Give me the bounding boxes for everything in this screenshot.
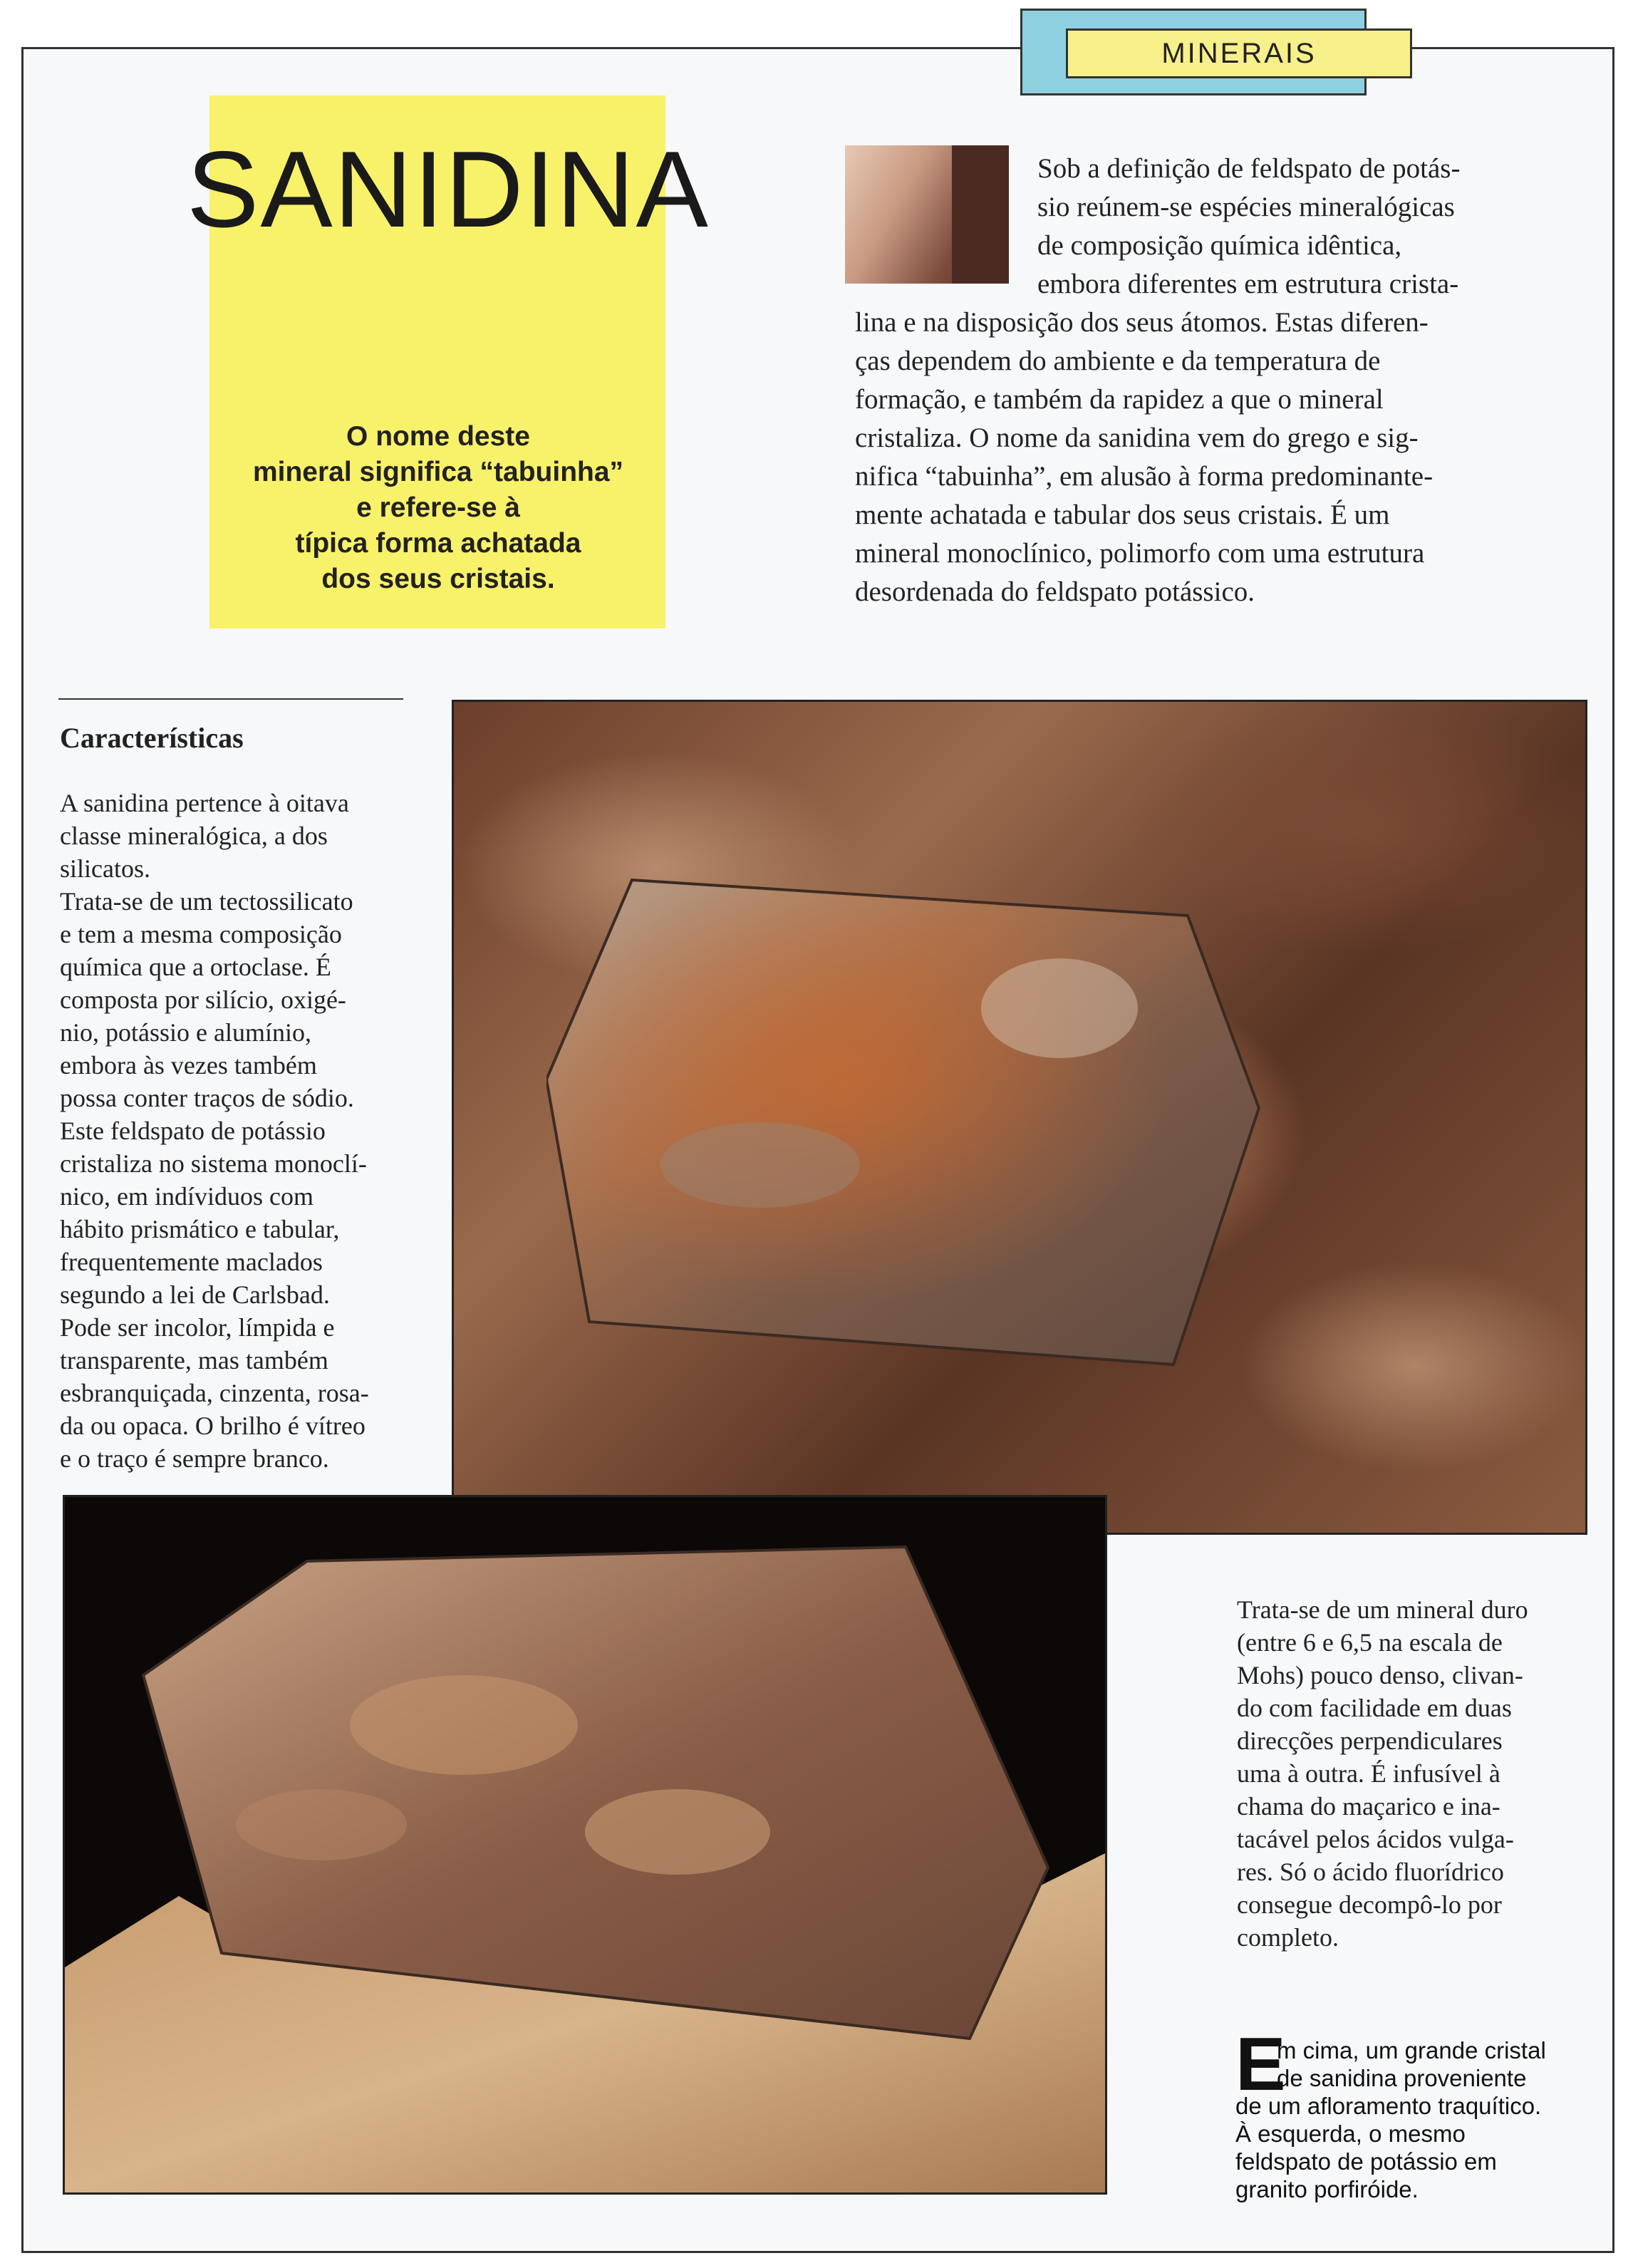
hardness-line: res. Só o ácido fluorídrico [1237,1858,1504,1886]
characteristics-line: segundo a lei de Carlsbad. [60,1280,330,1309]
caption-line: À esquerda, o mesmo [1235,2121,1466,2147]
intro-line: desordenada do feldspato potássico. [855,576,1255,607]
intro-line: lina e na disposição dos seus átomos. Estas diferen- [855,307,1429,338]
tagline-line: O nome deste [346,421,530,452]
intro-line: cristaliza. O nome da sanidina vem do grego e sig- [855,423,1419,453]
characteristics-line: Trata-se de um tectossilicato [60,887,353,916]
characteristics-line: Este feldspato de potássio [60,1117,326,1145]
intro-paragraph [855,150,1589,611]
characteristics-line: A sanidina pertence à oitava [60,789,349,817]
intro-line: nifica “tabuinha”, em alusão à forma predominante- [855,461,1434,492]
characteristics-line: da ou opaca. O brilho é vítreo [60,1412,366,1440]
section-tab: MINERAIS [1066,29,1412,78]
intro-line: sio reúnem-se espécies mineralógicas [1037,192,1455,222]
hardness-paragraph [1237,1593,1586,1954]
characteristics-line: silicatos. [60,854,150,883]
intro-line: ças dependem do ambiente e da temperatura de [855,346,1381,376]
characteristics-line: nico, em indíviduos com [60,1182,313,1211]
tagline-line: típica forma achatada [295,528,581,559]
photo-caption [1235,2022,1620,2203]
caption-line: de sanidina proveniente [1277,2065,1527,2091]
characteristics-line: embora às vezes também [60,1051,317,1079]
sanidine-crystal-photo-bottom [63,1495,1107,2195]
intro-line: formação, e também da rapidez a que o mineral [855,384,1384,415]
characteristics-paragraph [60,787,409,1475]
intro-line: Sob a definição de feldspato de potás- [1037,153,1461,184]
hardness-line: tacável pelos ácidos vulga- [1237,1825,1514,1853]
tagline-line: dos seus cristais. [321,564,555,594]
characteristics-line: e tem a mesma composição [60,920,342,948]
hardness-line: direcções perpendiculares [1237,1726,1503,1755]
sanidine-crystal-photo-top [452,700,1587,1535]
hardness-line: do com facilidade em duas [1237,1694,1512,1722]
caption-line: m cima, um grande cristal [1277,2037,1546,2064]
hardness-line: Trata-se de um mineral duro [1237,1595,1528,1624]
characteristics-line: e o traço é sempre branco. [60,1444,329,1473]
characteristics-line: química que a ortoclase. É [60,953,331,981]
characteristics-line: nio, potássio e alumínio, [60,1018,311,1047]
characteristics-line: esbranquiçada, cinzenta, rosa- [60,1379,369,1407]
crystal-in-granite-shape [65,1497,1105,2192]
characteristics-line: cristaliza no sistema monoclí- [60,1149,367,1178]
characteristics-line: frequentemente maclados [60,1248,323,1276]
caption-line: de um afloramento traquítico. [1235,2093,1542,2119]
hardness-line: chama do maçarico e ina- [1237,1792,1500,1821]
page-title: SANIDINA [187,129,710,250]
section-divider [58,698,403,700]
hardness-line: (entre 6 e 6,5 na escala de [1237,1628,1503,1657]
hardness-line: consegue decompô-lo por [1237,1890,1502,1919]
caption-line: granito porfiróide. [1235,2176,1419,2202]
intro-line: mineral monoclínico, polimorfo com uma estrutura [855,538,1425,569]
characteristics-line: classe mineralógica, a dos [60,822,328,850]
characteristics-line: transparente, mas também [60,1346,328,1374]
hardness-line: Mohs) pouco denso, clivan- [1237,1661,1523,1689]
characteristics-line: composta por silício, oxigé- [60,985,346,1014]
tagline-line: e refere-se à [356,492,520,523]
caption-drop-cap: E [1235,2022,1286,2106]
caption-line: feldspato de potássio em [1235,2148,1497,2175]
characteristics-heading: Características [60,722,244,754]
tagline-line: mineral significa “tabuinha” [252,457,624,487]
characteristics-line: hábito prismático e tabular, [60,1215,340,1243]
intro-line: mente achatada e tabular dos seus cristais. É um [855,499,1390,530]
hardness-line: uma à outra. É infusível à [1237,1759,1500,1788]
hardness-line: completo. [1237,1923,1339,1952]
tagline [221,419,655,597]
crystal-shape [546,866,1295,1379]
characteristics-line: possa conter traços de sódio. [60,1084,354,1112]
intro-line: de composição química idêntica, [1037,230,1402,261]
characteristics-line: Pode ser incolor, límpida e [60,1313,335,1342]
intro-line: embora diferentes em estrutura crista- [1037,269,1459,299]
